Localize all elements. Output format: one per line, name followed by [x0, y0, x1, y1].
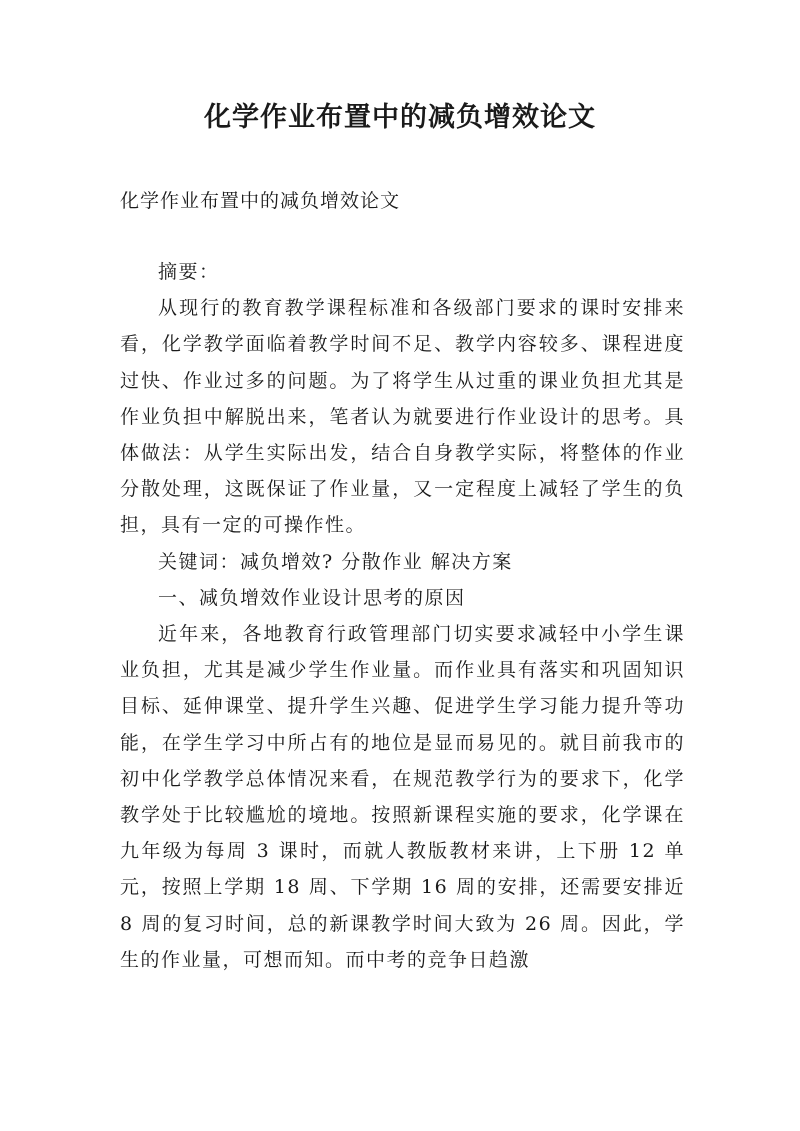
body-paragraph: 近年来，各地教育行政管理部门切实要求减轻中小学生课业负担，尤其是减少学生作业量。而作业具有落实和巩固知识目标、延伸课堂、提升学生兴趣、促进学生学习能力提升等功能，在学生学习中所占有的地位是显而易见的。就目前我市的初中化学教学总体情况来看，在规范教学行为的要求下，化学教学处于比较尴尬的境地。按照新课程实施的要求，化学课在九年级为每周 3 课时，而就人教版教材来讲，上下册 12 单元，按照上学期 18 周、下学期 16 周的安排，还需要安排近 8 周的复习时间，总的新课教学时间大致为 26 周。因此，学生的作业量，可想而知。而中考的竞争日趋激	[120, 623, 685, 971]
abstract-heading: 摘要：	[158, 261, 220, 283]
document-title: 化学作业布置中的减负增效论文	[204, 102, 596, 133]
section-heading: 一、减负增效作业设计思考的原因	[158, 586, 466, 609]
abstract-paragraph: 从现行的教育教学课程标准和各级部门要求的课时安排来看，化学教学面临着教学时间不足、教学内容较多、课程进度过快、作业过多的问题。为了将学生从过重的课业负担尤其是作业负担中解脱出来，笔者认为就要进行作业设计的思考。具体做法：从学生实际出发，结合自身教学实际，将整体的作业分散处理，这既保证了作业量，又一定程度上减轻了学生的负担，具有一定的可操作性。	[120, 297, 685, 537]
document-subtitle: 化学作业布置中的减负增效论文	[120, 190, 401, 212]
document-body	[120, 254, 685, 978]
keywords-line: 关键词：减负增效? 分散作业 解决方案	[158, 550, 513, 573]
